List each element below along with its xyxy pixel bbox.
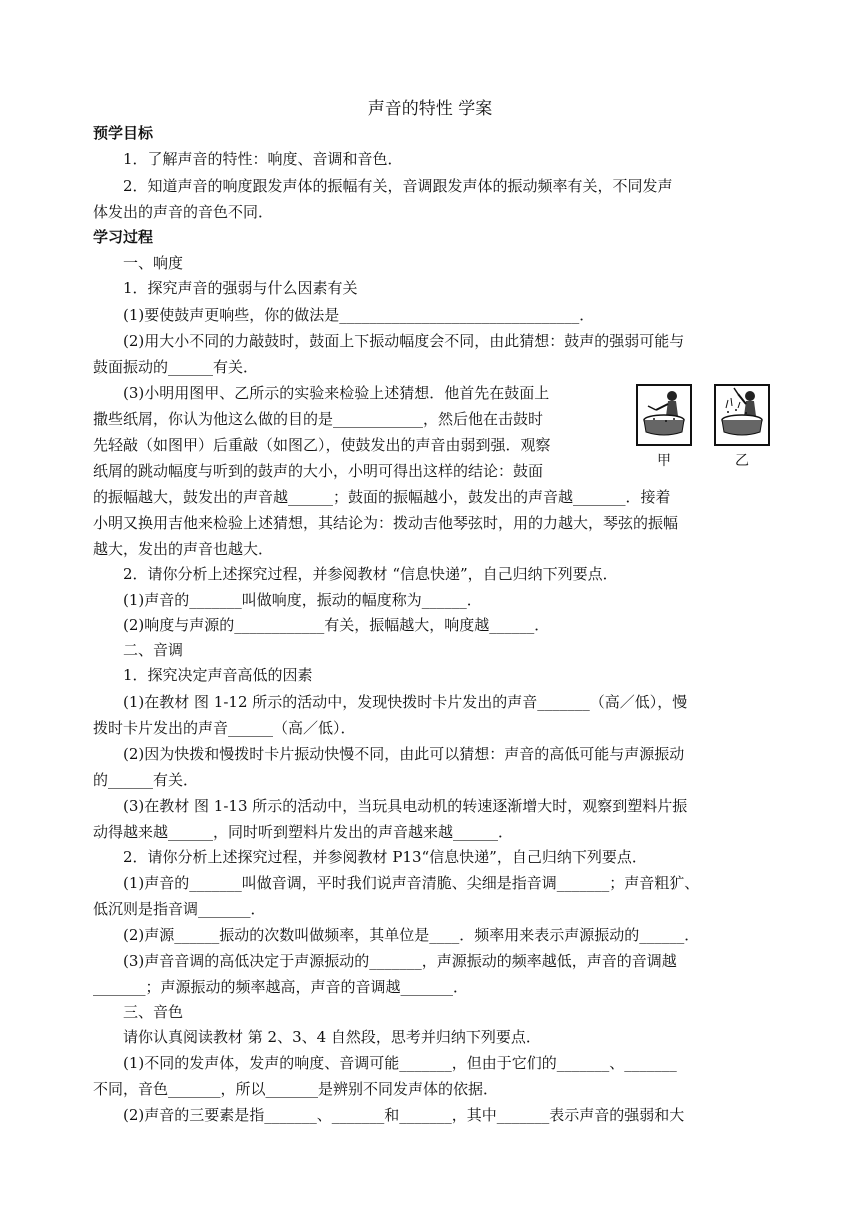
answer-line: (1)不同的发声体，发声的响度、音调可能_______，但由于它们的_______、_______ xyxy=(123,1054,677,1072)
question-line: 纸屑的跳动幅度与听到的鼓声的大小，小明可得出这样的结论：鼓面 xyxy=(93,462,544,480)
goal-line-1: 1．了解声音的特性：响度、音调和音色． xyxy=(123,150,403,168)
text-line: 1．探究声音的强弱与什么因素有关 xyxy=(123,279,358,297)
text-line: 2．请你分析上述探究过程，并参阅教材 P13“信息快递”，自己归纳下列要点． xyxy=(123,848,647,866)
section-heading-goals: 预学目标 xyxy=(93,124,154,142)
answer-line: _______；声源振动的频率越高，声音的音调越_______． xyxy=(93,978,469,996)
answer-line: 不同，音色_______，所以_______是辨别不同发声体的依据． xyxy=(93,1080,499,1098)
answer-line: (1)声音的_______叫做响度，振动的幅度称为______． xyxy=(123,591,482,609)
answer-line: 低沉则是指音调_______． xyxy=(93,900,266,918)
question-line: (3)在教材 图 1-13 所示的活动中，当玩具电动机的转速逐渐增大时，观察到塑料片振 xyxy=(123,797,688,815)
answer-line: (1)声音的_______叫做音调，平时我们说声音清脆、尖细是指音调_______；声音粗犷、 xyxy=(123,874,700,892)
text-line: 2．请你分析上述探究过程，并参阅教材 “信息快递”，自己归纳下列要点． xyxy=(123,565,618,583)
question-line: 的振幅越大，鼓发出的声音越______；鼓面的振幅越小，鼓发出的声音越_______．接着 xyxy=(93,488,671,506)
goal-line-2-cont: 体发出的声音的音色不同． xyxy=(93,203,274,221)
question-line: (1)在教材 图 1-12 所示的活动中，发现快拨时卡片发出的声音_______（高／低），慢 xyxy=(123,693,688,711)
question-line: 越大，发出的声音也越大． xyxy=(93,540,274,558)
figure-yi-drum-illustration xyxy=(714,384,770,446)
part-heading-timbre: 三、音色 xyxy=(123,1003,184,1021)
figure-jia-drum-illustration xyxy=(636,384,692,446)
question-line: 鼓面振动的______有关． xyxy=(93,358,259,376)
goal-line-2: 2．知道声音的响度跟发声体的振幅有关，音调跟发声体的振动频率有关，不同发声 xyxy=(123,177,673,195)
question-line: (2)用大小不同的力敲鼓时，鼓面上下振动幅度会不同，由此猜想：鼓声的强弱可能与 xyxy=(123,332,685,350)
question-line: 的______有关． xyxy=(93,771,199,789)
part-heading-loudness: 一、响度 xyxy=(123,254,184,272)
drum-experiment-figure xyxy=(636,384,776,468)
part-heading-pitch: 二、音调 xyxy=(123,641,184,659)
question-line: 先轻敲（如图甲）后重敲（如图乙），使鼓发出的声音由弱到强．观察 xyxy=(93,436,551,454)
answer-line: (2)响度与声源的____________有关，振幅越大，响度越______． xyxy=(123,616,550,634)
question-line: 拨时卡片发出的声音______（高／低）． xyxy=(93,719,356,737)
answer-line: (3)声音音调的高低决定于声源振动的_______，声源振动的频率越低，声音的音调越 xyxy=(123,952,677,970)
question-line: (1)要使鼓声更响些，你的做法是________________________________． xyxy=(123,306,595,324)
question-line: (3)小明用图甲、乙所示的实验来检验上述猜想．他首先在鼓面上 xyxy=(123,384,550,402)
question-line: (2)因为快拨和慢拨时卡片振动快慢不同，由此可以猜想：声音的高低可能与声源振动 xyxy=(123,745,685,763)
answer-line: (2)声源______振动的次数叫做频率，其单位是____．频率用来表示声源振动的______． xyxy=(123,926,700,944)
figure-label-jia: 甲 xyxy=(657,453,671,469)
question-line: 撒些纸屑，你认为他这么做的目的是____________，然后他在击鼓时 xyxy=(93,410,544,428)
section-heading-process: 学习过程 xyxy=(93,228,154,246)
text-line: 请你认真阅读教材 第 2、3、4 自然段，思考并归纳下列要点． xyxy=(123,1028,541,1046)
question-line: 动得越来越______，同时听到塑料片发出的声音越来越______． xyxy=(93,823,514,841)
text-line: 1．探究决定声音高低的因素 xyxy=(123,666,313,684)
answer-line: (2)声音的三要素是指_______、_______和_______，其中_______表示声音的强弱和大 xyxy=(123,1106,685,1124)
figure-label-yi: 乙 xyxy=(735,453,749,469)
page-title: 声音的特性 学案 xyxy=(367,99,493,119)
question-line: 小明又换用吉他来检验上述猜想，其结论为：拨动吉他琴弦时，用的力越大，琴弦的振幅 xyxy=(93,514,679,532)
